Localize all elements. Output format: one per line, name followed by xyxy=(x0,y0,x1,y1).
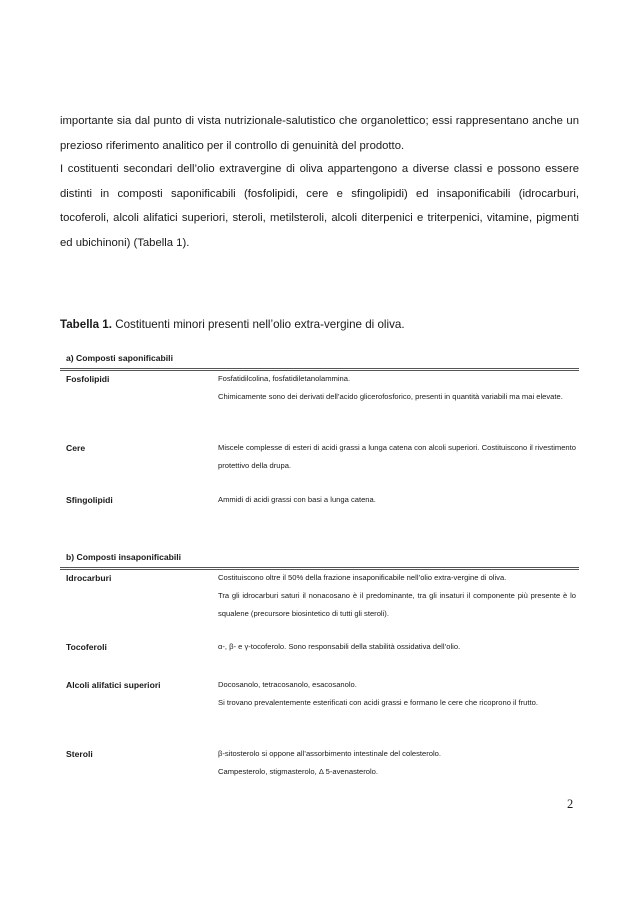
row-line: β-sitosterolo si oppone all’assorbimento intestinale del colesterolo. xyxy=(218,749,442,758)
row-line: Tra gli idrocarburi saturi il nonacosano è il predominante, tra gli insaturi il componente più presente è lo squalene (precursore biosintetico di tutti gli steroli). xyxy=(218,591,576,618)
table-caption-text: Costituenti minori presenti nell’olio extra-vergine di oliva. xyxy=(111,318,405,331)
row-description xyxy=(218,370,576,406)
row-line: Docosanolo, tetracosanolo, esacosanolo. xyxy=(218,680,357,689)
paragraph-1: importante sia dal punto di vista nutrizionale-salutistico che organolettico; essi rappresentano anche un prezioso riferimento analitico per il controllo di genuinità del prodotto. xyxy=(60,115,579,152)
row-line: Campesterolo, stigmasterolo, Δ 5-avenasterolo. xyxy=(218,767,378,776)
row-description xyxy=(218,491,576,509)
table-rule xyxy=(60,567,579,568)
row-description xyxy=(218,638,576,656)
table-rule xyxy=(60,368,579,369)
row-line: Chimicamente sono dei derivati dell’acido glicerofosforico, presenti in quantità variabili ma mai elevate. xyxy=(218,392,563,401)
paragraph-2: I costituenti secondari dell’olio extravergine di oliva appartengono a diverse classi e possono essere distinti in composti saponificabili (fosfolipidi, cere e sfingolipidi) ed insaponificabili (idrocarburi, tocoferoli, alcoli alifatici superiori, steroli, metilsteroli, alcoli diterpenici e triterpenici, vitamine, pigmenti ed ubichinoni) (Tabella 1). xyxy=(60,163,579,249)
row-line: Miscele complesse di esteri di acidi grassi a lunga catena con alcoli superiori. Costituiscono il rivestimento protettivo della drupa. xyxy=(218,443,576,470)
row-line: Fosfatidilcolina, fosfatidiletanolammina. xyxy=(218,374,351,383)
row-name: Sfingolipidi xyxy=(66,495,113,505)
row-line: Costituiscono oltre il 50% della frazione insaponificabile nell’olio extra-vergine di oliva. xyxy=(218,573,507,582)
row-name: Alcoli alifatici superiori xyxy=(66,680,161,690)
row-name: Steroli xyxy=(66,749,93,759)
table-caption-label: Tabella 1. xyxy=(60,318,112,331)
row-line: Si trovano prevalentemente esterificati con acidi grassi e formano le cere che ricoprono il frutto. xyxy=(218,698,538,707)
row-line: Ammidi di acidi grassi con basi a lunga catena. xyxy=(218,495,376,504)
row-description xyxy=(218,676,576,712)
row-description xyxy=(218,569,576,623)
section-b-title: b) Composti insaponificabili xyxy=(66,552,182,562)
table-caption xyxy=(60,317,580,333)
row-name: Tocoferoli xyxy=(66,642,107,652)
row-description xyxy=(218,745,576,781)
row-name: Cere xyxy=(66,443,86,453)
page-number: 2 xyxy=(567,797,574,811)
section-a-title: a) Composti saponificabili xyxy=(66,353,173,363)
row-name: Fosfolipidi xyxy=(66,374,110,384)
row-line: α-, β- e γ-tocoferolo. Sono responsabili della stabilità ossidativa dell’olio. xyxy=(218,642,461,651)
row-name: Idrocarburi xyxy=(66,573,112,583)
row-description xyxy=(218,439,576,475)
